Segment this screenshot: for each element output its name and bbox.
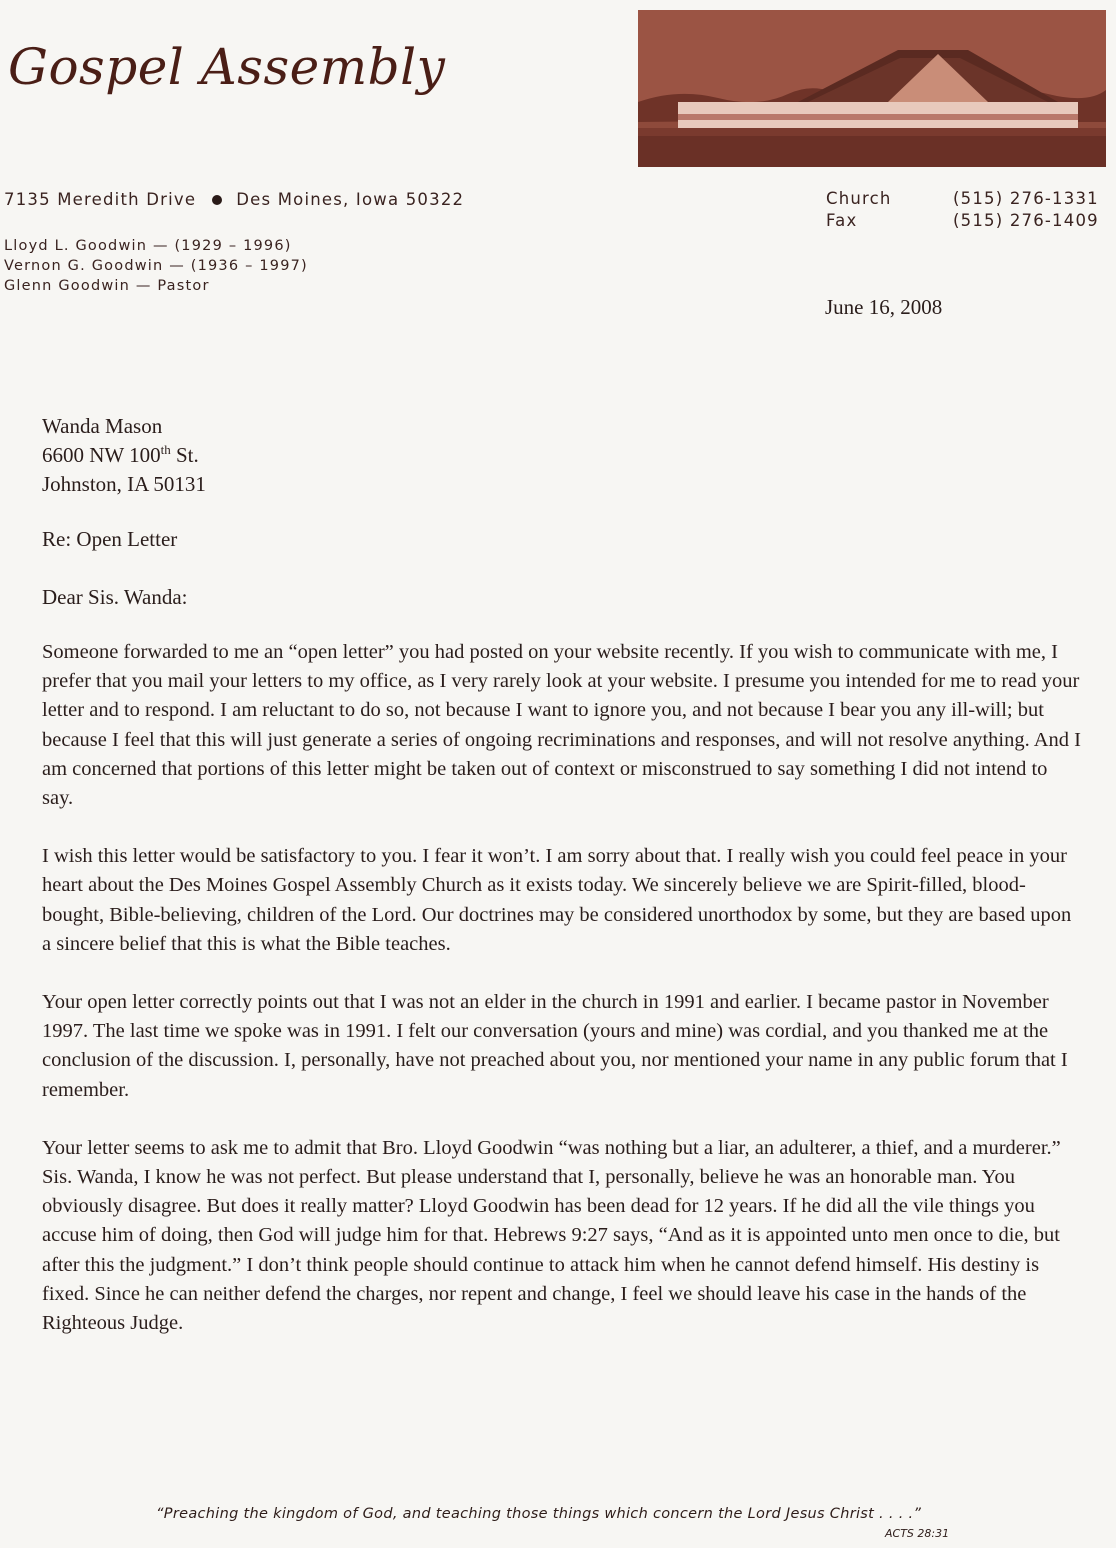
- pastor-line: Glenn Goodwin — Pastor: [4, 278, 210, 294]
- founders-list: [4, 236, 308, 296]
- subject-line: Re: Open Letter: [42, 527, 178, 551]
- address-street: 7135 Meredith Drive: [4, 190, 197, 209]
- body-paragraph: Your open letter correctly points out that I was not an elder in the church in 1991 and earlier. I became pastor in November 1997. The last time we spoke was in 1991. I felt our conversation (yours and mine) was cordial, and you thanked me at the conclusion of the discussion. I, personally, have not preached about you, nor mentioned your name in any public forum that I remember.: [42, 991, 1068, 1101]
- letter-date: June 16, 2008: [825, 295, 943, 319]
- salutation: Dear Sis. Wanda:: [42, 585, 188, 609]
- footer-motto: “Preaching the kingdom of God, and teaching those things which concern the Lord Jesus Christ . . . .”: [156, 1506, 922, 1522]
- footer-scripture-reference: ACTS 28:31: [885, 1527, 950, 1540]
- church-logo: Gospel Assembly: [8, 38, 446, 96]
- fax-number: (515) 276-1409: [953, 211, 1099, 230]
- church-building-photo: [638, 10, 1106, 167]
- recipient-name: Wanda Mason: [42, 414, 163, 438]
- body-paragraph: Your letter seems to ask me to admit that Bro. Lloyd Goodwin “was nothing but a liar, an adulterer, a thief, and a murderer.” Sis. Wanda, I know he was not perfect. But please understand that I, personally, believe he was an honorable man. You obviously disagree. But does it really matter? Lloyd Goodwin has been dead for 12 years. If he did all the vile things you accuse him of doing, then God will judge him for that. Hebrews 9:27 says, “And as it is appointed unto men once to die, but after this the judgment.” I don’t think people should continue to attack him when he cannot defend himself. His destiny is fixed. Since he can neither defend the charges, nor repent and change, I feel we should leave his case in the hands of the Righteous Judge.: [42, 1136, 1061, 1335]
- body-paragraph: Someone forwarded to me an “open letter” you had posted on your website recently. If you wish to communicate with me, I prefer that you mail your letters to my office, as I very rarely look at your website. I presume you intended for me to read your letter and to respond. I am reluctant to do so, not because I want to ignore you, and not because I bear you any ill-will; but because I feel that this will just generate a series of ongoing recriminations and responses, and will not resolve anything. And I am concerned that portions of this letter might be taken out of context or misconstrued to say something I did not intend to say.: [42, 641, 1081, 810]
- phone-number: (515) 276-1331: [953, 189, 1099, 208]
- founder-line: Lloyd L. Goodwin — (1929 – 1996): [4, 238, 292, 254]
- contact-block: [826, 188, 1099, 232]
- church-address: [4, 190, 464, 209]
- bullet-icon: [212, 195, 222, 205]
- phone-label: Church: [826, 189, 892, 208]
- fax-label: Fax: [826, 211, 858, 230]
- recipient-street: 6600 NW 100th St.: [42, 442, 199, 467]
- recipient-address: [42, 412, 206, 499]
- recipient-city: Johnston, IA 50131: [42, 472, 206, 496]
- address-city: Des Moines, Iowa 50322: [236, 190, 465, 209]
- letter-body: [42, 638, 1082, 1367]
- body-paragraph: I wish this letter would be satisfactory to you. I fear it won’t. I am sorry about that. I really wish you could feel peace in your heart about the Des Moines Gospel Assembly Church as it exists today. We sincerely believe we are Spirit-filled, blood-bought, Bible-believing, children of the Lord. Our doctrines may be considered unorthodox by some, but they are based upon a sincere belief that this is what the Bible teaches.: [42, 845, 1072, 955]
- founder-line: Vernon G. Goodwin — (1936 – 1997): [4, 258, 308, 274]
